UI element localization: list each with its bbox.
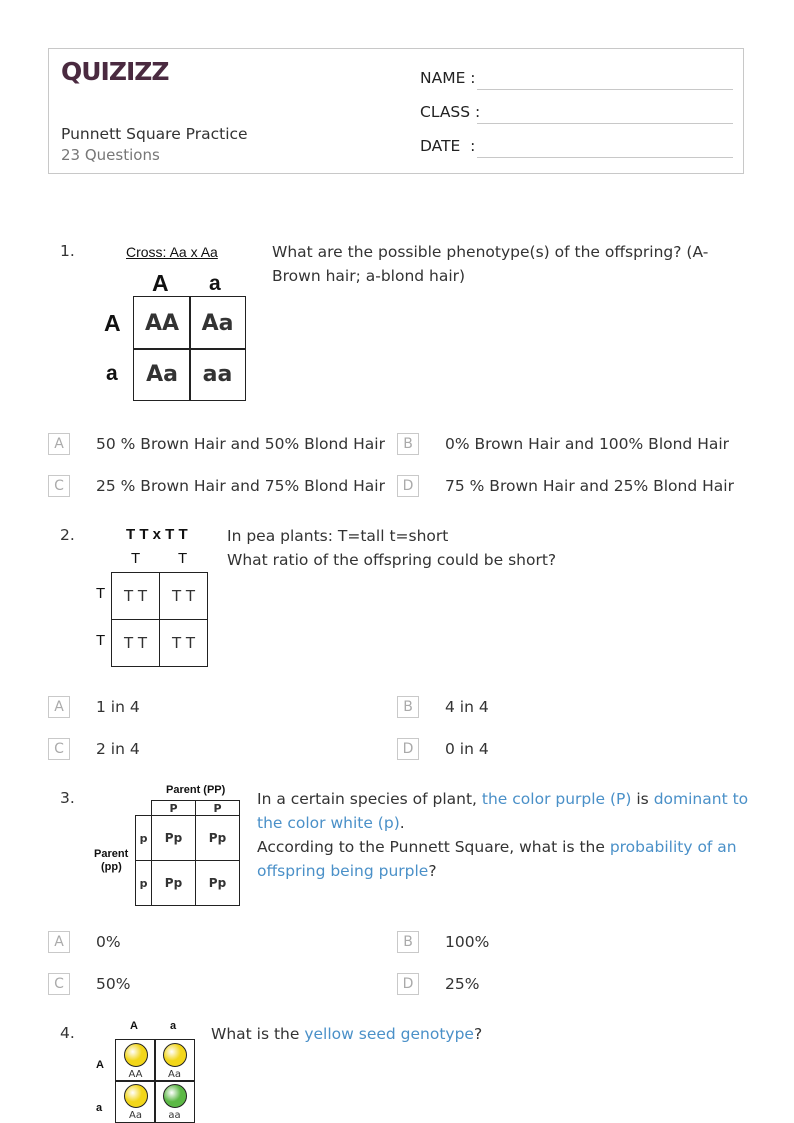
col-allele: a xyxy=(209,272,221,295)
text-segment: What is the xyxy=(211,1025,305,1043)
option-d-box[interactable]: D xyxy=(397,475,419,497)
col-allele: A xyxy=(152,270,169,296)
option-a-box[interactable]: A xyxy=(48,433,70,455)
genotype-label: Aa xyxy=(168,1069,181,1080)
cross-caption: T T x T T xyxy=(126,526,188,543)
class-label: CLASS : xyxy=(420,103,481,121)
option-c-text[interactable]: 50% xyxy=(96,975,131,993)
option-a-box[interactable]: A xyxy=(48,931,70,953)
option-a-box[interactable]: A xyxy=(48,696,70,718)
option-c-box[interactable]: C xyxy=(48,738,70,760)
punnett-cell: Aa xyxy=(189,296,246,350)
highlight-term: probability of an offspring being purple xyxy=(257,838,737,880)
punnett-cell: aa xyxy=(189,348,246,401)
col-allele: P xyxy=(195,800,240,816)
option-c-text[interactable]: 25 % Brown Hair and 75% Blond Hair xyxy=(96,477,385,495)
highlight-term: yellow seed genotype xyxy=(304,1025,474,1043)
punnett-cell: AA xyxy=(133,296,191,350)
punnett-cell: Pp xyxy=(151,815,196,861)
option-d-box[interactable]: D xyxy=(397,738,419,760)
row-allele: a xyxy=(96,1102,103,1114)
option-a-text[interactable]: 50 % Brown Hair and 50% Blond Hair xyxy=(96,435,385,453)
punnett-cell: Aa xyxy=(133,348,191,401)
punnett-cell xyxy=(115,1039,156,1082)
date-field[interactable] xyxy=(477,157,733,158)
question-text xyxy=(211,1022,741,1046)
option-a-text[interactable]: 0% xyxy=(96,933,121,951)
option-d-text[interactable]: 25% xyxy=(445,975,480,993)
row-allele: A xyxy=(96,1059,104,1071)
row-allele: a xyxy=(106,362,118,385)
text-segment: ? xyxy=(473,1025,483,1043)
punnett-cell: Pp xyxy=(195,815,240,861)
row-allele: A xyxy=(104,310,121,336)
text-segment: According to the Punnett Square, what is the xyxy=(257,838,610,856)
option-c-box[interactable]: C xyxy=(48,475,70,497)
col-allele: a xyxy=(170,1020,177,1032)
worksheet-title: Punnett Square Practice xyxy=(61,125,248,143)
genotype-label: aa xyxy=(168,1110,181,1121)
seed-icon xyxy=(163,1084,187,1108)
punnett-cell xyxy=(154,1039,195,1082)
option-d-box[interactable]: D xyxy=(397,973,419,995)
col-allele: P xyxy=(151,800,196,816)
question-text xyxy=(227,524,737,572)
genotype-label: Aa xyxy=(129,1110,142,1121)
punnett-cell: T T xyxy=(111,619,160,667)
option-a-text[interactable]: 1 in 4 xyxy=(96,698,140,716)
cross-caption: Cross: Aa x Aa xyxy=(126,244,218,260)
option-c-box[interactable]: C xyxy=(48,973,70,995)
question-text: What are the possible phenotype(s) of the offspring? (A-Brown hair; a-blond hair) xyxy=(272,243,709,285)
punnett-cell: T T xyxy=(159,572,208,620)
parent-side-label: (pp) xyxy=(101,861,122,873)
question-line: In pea plants: T=tall t=short xyxy=(227,527,449,545)
question-text xyxy=(257,787,749,883)
question-number: 2. xyxy=(60,526,75,544)
highlight-term: the color purple (P) xyxy=(481,790,632,808)
punnett-square-figure-2 xyxy=(92,524,217,674)
punnett-square-figure-3 xyxy=(92,784,247,910)
seed-icon xyxy=(124,1043,148,1067)
punnett-cell: T T xyxy=(111,572,160,620)
punnett-cell: Pp xyxy=(195,860,240,906)
col-allele: T xyxy=(178,550,188,567)
question-number: 3. xyxy=(60,789,75,807)
text-segment: In a certain species of plant, xyxy=(257,790,482,808)
seed-icon xyxy=(163,1043,187,1067)
option-b-box[interactable]: B xyxy=(397,696,419,718)
col-allele: A xyxy=(130,1020,138,1032)
question-line: What ratio of the offspring could be short? xyxy=(227,551,557,569)
genotype-label: AA xyxy=(128,1069,143,1080)
punnett-cell xyxy=(154,1080,195,1123)
option-d-text[interactable]: 0 in 4 xyxy=(445,740,489,758)
col-allele: T xyxy=(131,550,141,567)
question-number: 1. xyxy=(60,242,75,260)
row-allele: p xyxy=(135,815,152,861)
punnett-square-figure-4 xyxy=(92,1019,202,1123)
option-b-text[interactable]: 100% xyxy=(445,933,490,951)
option-d-text[interactable]: 75 % Brown Hair and 25% Blond Hair xyxy=(445,477,734,495)
option-b-box[interactable]: B xyxy=(397,433,419,455)
question-number: 4. xyxy=(60,1024,75,1042)
text-segment: . xyxy=(399,814,405,832)
class-field[interactable] xyxy=(477,123,733,124)
seed-icon xyxy=(124,1084,148,1108)
text-segment: is xyxy=(631,790,654,808)
row-allele: T xyxy=(96,585,106,602)
name-label: NAME : xyxy=(420,69,476,87)
question-count: 23 Questions xyxy=(61,146,160,164)
parent-top-label: Parent (PP) xyxy=(166,784,226,796)
punnett-cell: T T xyxy=(159,619,208,667)
row-allele: T xyxy=(96,632,106,649)
punnett-cell xyxy=(115,1080,156,1123)
row-allele: p xyxy=(135,860,152,906)
punnett-cell: Pp xyxy=(151,860,196,906)
parent-side-label: Parent xyxy=(94,848,129,860)
date-label: DATE : xyxy=(420,137,476,155)
option-b-text[interactable]: 4 in 4 xyxy=(445,698,489,716)
quizizz-logo: QUIZIZZ xyxy=(61,57,169,86)
punnett-square-figure-1 xyxy=(95,240,255,405)
option-b-text[interactable]: 0% Brown Hair and 100% Blond Hair xyxy=(445,435,730,453)
name-field[interactable] xyxy=(477,89,733,90)
worksheet-header xyxy=(48,48,744,174)
text-segment: ? xyxy=(428,862,437,880)
highlight-term: dominant to the color white (p) xyxy=(257,790,749,832)
option-c-text[interactable]: 2 in 4 xyxy=(96,740,140,758)
option-b-box[interactable]: B xyxy=(397,931,419,953)
